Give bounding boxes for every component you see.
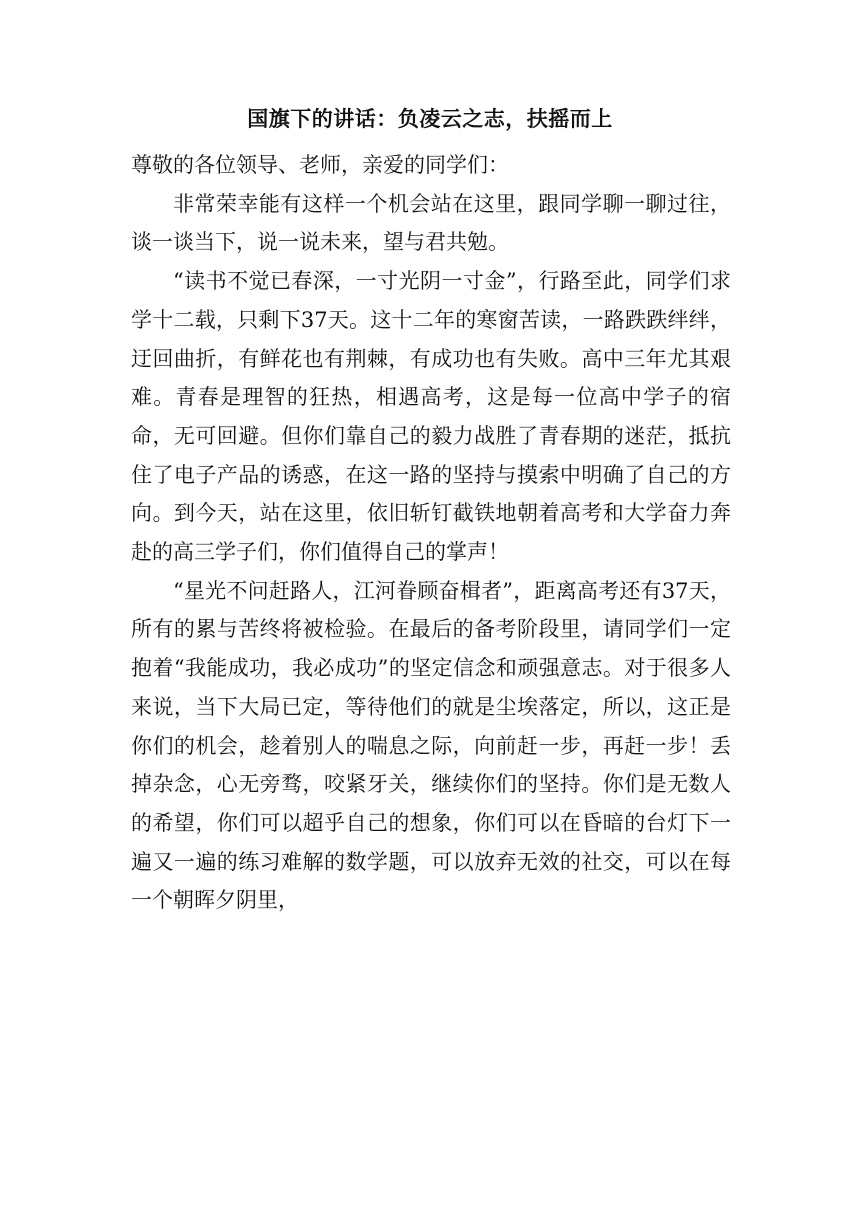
paragraph-1: 非常荣幸能有这样一个机会站在这里，跟同学聊一聊过往，谈一谈当下，说一说未来，望与君共勉。: [131, 191, 731, 255]
paragraph-3: “星光不问赶路人，江河眷顾奋楫者”，距离高考还有37天，所有的累与苦终将被检验。在最后的备考阶段里，请同学们一定抱着“我能成功，我必成功”的坚定信念和顽强意志。对于很多人来说，当下大局已定，等待他们的就是尘埃落定，所以，这正是你们的机会，趁着别人的喘息之际，向前赶一步，再赶一步！丢掉杂念，心无旁骛，咬紧牙关，继续你们的坚持。你们是无数人的希望，你们可以超乎自己的想象，你们可以在昏暗的台灯下一遍又一遍的练习难解的数学题，可以放弃无效的社交，可以在每一个朝晖夕阴里，: [131, 578, 731, 913]
paragraph-2: “读书不觉已春深，一寸光阴一寸金”，行路至此，同学们求学十二载，只剩下37天。这十二年的寒窗苦读，一路跌跌绊绊，迂回曲折，有鲜花也有荆棘，有成功也有失败。高中三年尤其艰难。青春是理智的狂热，相遇高考，这是每一位高中学子的宿命，无可回避。但你们靠自己的毅力战胜了青春期的迷茫，抵抗住了电子产品的诱惑，在这一路的坚持与摸索中明确了自己的方向。到今天，站在这里，依旧斩钉截铁地朝着高考和大学奋力奔赴的高三学子们，你们值得自己的掌声！: [131, 269, 731, 565]
document-body: [131, 146, 731, 920]
salutation: 尊敬的各位领导、老师，亲爱的同学们：: [131, 153, 509, 177]
page-title: 国旗下的讲话：负凌云之志，扶摇而上: [247, 106, 613, 131]
